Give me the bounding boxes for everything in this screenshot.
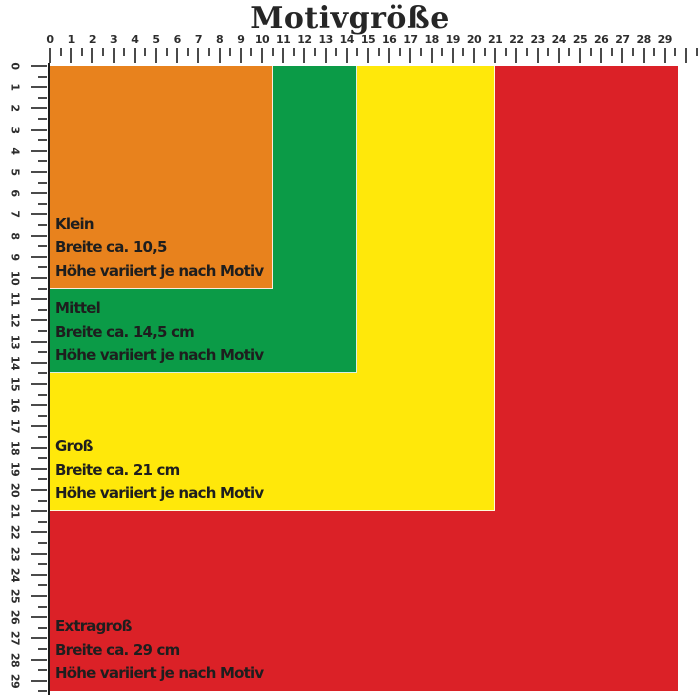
h-ruler-number: 14 bbox=[339, 33, 354, 46]
v-ruler-tick bbox=[31, 319, 47, 321]
h-ruler-number: 3 bbox=[110, 33, 118, 46]
v-ruler-number: 18 bbox=[8, 440, 22, 455]
h-ruler-tick bbox=[60, 48, 62, 56]
h-ruler-tick bbox=[696, 48, 698, 56]
v-ruler-tick bbox=[38, 182, 47, 184]
h-ruler-tick bbox=[113, 48, 115, 63]
v-ruler-tick bbox=[38, 478, 47, 480]
v-ruler-tick bbox=[38, 288, 47, 290]
h-ruler-tick bbox=[621, 48, 623, 63]
v-ruler-tick bbox=[38, 436, 47, 438]
h-ruler-tick bbox=[505, 48, 507, 56]
v-ruler-number: 16 bbox=[8, 398, 22, 413]
v-ruler-number: 7 bbox=[8, 210, 22, 218]
h-ruler-tick bbox=[441, 48, 443, 56]
v-ruler-tick bbox=[38, 118, 47, 120]
h-ruler-number: 25 bbox=[572, 33, 588, 46]
h-ruler-tick bbox=[102, 48, 104, 56]
h-ruler-number: 1 bbox=[67, 33, 75, 46]
v-ruler-tick bbox=[31, 383, 47, 385]
v-ruler-number: 13 bbox=[8, 334, 22, 349]
v-ruler-tick bbox=[31, 362, 47, 364]
v-ruler-number: 3 bbox=[8, 126, 22, 134]
h-ruler-tick bbox=[452, 48, 454, 63]
h-ruler-number: 19 bbox=[445, 33, 460, 46]
h-ruler-tick bbox=[91, 48, 93, 63]
v-ruler-tick bbox=[38, 669, 47, 671]
v-ruler-tick bbox=[31, 637, 47, 639]
v-ruler-number: 1 bbox=[8, 83, 22, 91]
v-ruler-tick bbox=[31, 659, 47, 661]
h-ruler-number: 10 bbox=[254, 33, 270, 46]
size-height-text: Höhe variiert je nach Motiv bbox=[55, 484, 264, 503]
v-ruler-number: 27 bbox=[8, 631, 22, 646]
v-ruler-tick bbox=[38, 351, 47, 353]
vertical-axis-line bbox=[48, 63, 50, 695]
h-ruler-tick bbox=[208, 48, 210, 56]
h-ruler-number: 23 bbox=[530, 33, 545, 46]
h-ruler-number: 21 bbox=[488, 33, 503, 46]
v-ruler-tick bbox=[38, 139, 47, 141]
v-ruler-tick bbox=[31, 425, 47, 427]
v-ruler-number: 2 bbox=[8, 104, 22, 112]
h-ruler-number: 12 bbox=[297, 33, 312, 46]
v-ruler-number: 15 bbox=[8, 376, 22, 392]
h-ruler-number: 8 bbox=[216, 33, 224, 46]
v-ruler-tick bbox=[38, 415, 47, 417]
size-width-text: Breite ca. 10,5 bbox=[55, 238, 167, 257]
h-ruler-tick bbox=[81, 48, 83, 56]
size-height-text: Höhe variiert je nach Motiv bbox=[55, 261, 264, 280]
size-name: Klein bbox=[55, 214, 94, 233]
size-height-text: Höhe variiert je nach Motiv bbox=[55, 346, 264, 365]
v-ruler-tick bbox=[38, 563, 47, 565]
v-ruler-tick bbox=[38, 584, 47, 586]
h-ruler-tick bbox=[558, 48, 560, 63]
v-ruler-tick bbox=[31, 553, 47, 555]
h-ruler-tick bbox=[134, 48, 136, 63]
v-ruler-tick bbox=[31, 468, 47, 470]
h-ruler-tick bbox=[314, 48, 316, 56]
size-label-mittel bbox=[55, 297, 263, 368]
h-ruler-tick bbox=[166, 48, 168, 56]
h-ruler-tick bbox=[685, 48, 687, 63]
v-ruler-tick bbox=[38, 224, 47, 226]
v-ruler-tick bbox=[31, 277, 47, 279]
v-ruler-number: 10 bbox=[8, 270, 22, 286]
size-height-text: Höhe variiert je nach Motiv bbox=[55, 664, 264, 682]
h-ruler-tick bbox=[219, 48, 221, 63]
h-ruler-number: 4 bbox=[131, 33, 139, 46]
v-ruler-tick bbox=[38, 203, 47, 205]
h-ruler-tick bbox=[399, 48, 401, 56]
v-ruler-tick bbox=[38, 521, 47, 523]
v-ruler-tick bbox=[31, 107, 47, 109]
v-ruler-tick bbox=[38, 245, 47, 247]
h-ruler-tick bbox=[176, 48, 178, 63]
v-ruler-tick bbox=[38, 500, 47, 502]
h-ruler-number: 15 bbox=[360, 33, 376, 46]
h-ruler-tick bbox=[431, 48, 433, 63]
h-ruler-tick bbox=[653, 48, 655, 56]
h-ruler-tick bbox=[261, 48, 263, 63]
v-ruler-tick bbox=[31, 404, 47, 406]
v-ruler-tick bbox=[31, 489, 47, 491]
h-ruler-number: 28 bbox=[636, 33, 651, 46]
v-ruler-tick bbox=[31, 213, 47, 215]
v-ruler-tick bbox=[38, 457, 47, 459]
h-ruler-tick bbox=[547, 48, 549, 56]
v-ruler-tick bbox=[38, 309, 47, 311]
v-ruler-tick bbox=[31, 65, 47, 67]
v-ruler-number: 25 bbox=[8, 588, 22, 604]
v-ruler-number: 17 bbox=[8, 419, 22, 434]
v-ruler-tick bbox=[31, 256, 47, 258]
h-ruler-tick bbox=[579, 48, 581, 63]
h-ruler-number: 6 bbox=[173, 33, 181, 46]
v-ruler-tick bbox=[38, 160, 47, 162]
h-ruler-tick bbox=[600, 48, 602, 63]
size-label-gross bbox=[55, 435, 263, 506]
h-ruler-tick bbox=[70, 48, 72, 63]
h-ruler-tick bbox=[526, 48, 528, 56]
h-ruler-tick bbox=[420, 48, 422, 56]
v-ruler-number: 23 bbox=[8, 546, 22, 561]
v-ruler-tick bbox=[31, 129, 47, 131]
h-ruler-number: 18 bbox=[424, 33, 439, 46]
h-ruler-number: 13 bbox=[318, 33, 333, 46]
v-ruler-tick bbox=[31, 171, 47, 173]
v-ruler-tick bbox=[31, 531, 47, 533]
v-ruler-tick bbox=[31, 616, 47, 618]
v-ruler-tick bbox=[38, 542, 47, 544]
h-ruler-number: 16 bbox=[382, 33, 397, 46]
v-ruler-number: 6 bbox=[8, 189, 22, 197]
h-ruler-tick bbox=[335, 48, 337, 56]
h-ruler-number: 2 bbox=[88, 33, 96, 46]
h-ruler-tick bbox=[229, 48, 231, 56]
h-ruler-tick bbox=[515, 48, 517, 63]
h-ruler-number: 26 bbox=[594, 33, 609, 46]
v-ruler-tick bbox=[31, 192, 47, 194]
h-ruler-number: 24 bbox=[551, 33, 566, 46]
h-ruler-tick bbox=[250, 48, 252, 56]
v-ruler-tick bbox=[38, 266, 47, 268]
h-ruler-number: 29 bbox=[657, 33, 672, 46]
h-ruler-tick bbox=[674, 48, 676, 56]
h-ruler-tick bbox=[494, 48, 496, 63]
h-ruler-tick bbox=[49, 48, 51, 63]
h-ruler-number: 11 bbox=[276, 33, 291, 46]
h-ruler-number: 7 bbox=[194, 33, 202, 46]
h-ruler-number: 0 bbox=[46, 33, 54, 46]
v-ruler-number: 14 bbox=[8, 355, 22, 370]
v-ruler-tick bbox=[38, 372, 47, 374]
h-ruler-tick bbox=[123, 48, 125, 56]
h-ruler-tick bbox=[325, 48, 327, 63]
size-width-text: Breite ca. 14,5 cm bbox=[55, 322, 194, 341]
v-ruler-number: 22 bbox=[8, 525, 22, 540]
size-name: Mittel bbox=[55, 299, 100, 318]
v-ruler-number: 28 bbox=[8, 652, 22, 667]
h-ruler-tick bbox=[590, 48, 592, 56]
v-ruler-number: 21 bbox=[8, 504, 22, 519]
size-label-extragross bbox=[55, 615, 263, 686]
size-name: Extragroß bbox=[55, 617, 132, 635]
v-ruler-tick bbox=[31, 447, 47, 449]
h-ruler-tick bbox=[155, 48, 157, 63]
h-ruler-tick bbox=[568, 48, 570, 56]
h-ruler-tick bbox=[462, 48, 464, 56]
v-ruler-tick bbox=[38, 76, 47, 78]
h-ruler-tick bbox=[187, 48, 189, 56]
v-ruler-number: 20 bbox=[8, 482, 22, 498]
h-ruler-tick bbox=[537, 48, 539, 63]
h-ruler-tick bbox=[378, 48, 380, 56]
v-ruler-tick bbox=[31, 235, 47, 237]
h-ruler-tick bbox=[303, 48, 305, 63]
v-ruler-number: 5 bbox=[8, 168, 22, 176]
v-ruler-tick bbox=[38, 690, 47, 692]
v-ruler-tick bbox=[38, 394, 47, 396]
v-ruler-tick bbox=[38, 97, 47, 99]
v-ruler-number: 12 bbox=[8, 313, 22, 328]
h-ruler-tick bbox=[197, 48, 199, 63]
v-ruler-number: 26 bbox=[8, 610, 22, 625]
h-ruler-tick bbox=[346, 48, 348, 63]
v-ruler-number: 9 bbox=[8, 253, 22, 261]
h-ruler-tick bbox=[664, 48, 666, 63]
size-label-klein bbox=[55, 213, 263, 284]
v-ruler-tick bbox=[31, 574, 47, 576]
h-ruler-number: 17 bbox=[403, 33, 418, 46]
size-name: Groß bbox=[55, 437, 93, 456]
h-ruler-tick bbox=[240, 48, 242, 63]
h-ruler-tick bbox=[643, 48, 645, 63]
size-width-text: Breite ca. 21 cm bbox=[55, 460, 180, 479]
h-ruler-tick bbox=[409, 48, 411, 63]
v-ruler-tick bbox=[31, 680, 47, 682]
h-ruler-tick bbox=[484, 48, 486, 56]
h-ruler-tick bbox=[272, 48, 274, 56]
v-ruler-number: 11 bbox=[8, 292, 22, 307]
v-ruler-number: 8 bbox=[8, 232, 22, 240]
v-ruler-tick bbox=[38, 627, 47, 629]
h-ruler-tick bbox=[388, 48, 390, 63]
v-ruler-tick bbox=[31, 86, 47, 88]
v-ruler-number: 4 bbox=[8, 147, 22, 155]
h-ruler-tick bbox=[356, 48, 358, 56]
chart-title: Motivgröße bbox=[250, 1, 450, 36]
v-ruler-number: 19 bbox=[8, 461, 22, 476]
h-ruler-tick bbox=[282, 48, 284, 63]
h-ruler-number: 5 bbox=[152, 33, 160, 46]
v-ruler-number: 0 bbox=[8, 62, 22, 70]
v-ruler-number: 24 bbox=[8, 567, 22, 582]
v-ruler-tick bbox=[38, 330, 47, 332]
h-ruler-tick bbox=[611, 48, 613, 56]
v-ruler-tick bbox=[31, 150, 47, 152]
v-ruler-tick bbox=[31, 298, 47, 300]
h-ruler-number: 27 bbox=[615, 33, 630, 46]
size-width-text: Breite ca. 29 cm bbox=[55, 640, 180, 659]
h-ruler-tick bbox=[367, 48, 369, 63]
h-ruler-tick bbox=[473, 48, 475, 63]
h-ruler-tick bbox=[293, 48, 295, 56]
v-ruler-tick bbox=[38, 606, 47, 608]
v-ruler-number: 29 bbox=[8, 673, 22, 688]
h-ruler-number: 9 bbox=[237, 33, 245, 46]
v-ruler-tick bbox=[31, 595, 47, 597]
h-ruler-tick bbox=[632, 48, 634, 56]
v-ruler-tick bbox=[31, 510, 47, 512]
h-ruler-tick bbox=[144, 48, 146, 56]
h-ruler-number: 22 bbox=[509, 33, 524, 46]
v-ruler-tick bbox=[31, 341, 47, 343]
v-ruler-tick bbox=[38, 648, 47, 650]
h-ruler-number: 20 bbox=[466, 33, 482, 46]
